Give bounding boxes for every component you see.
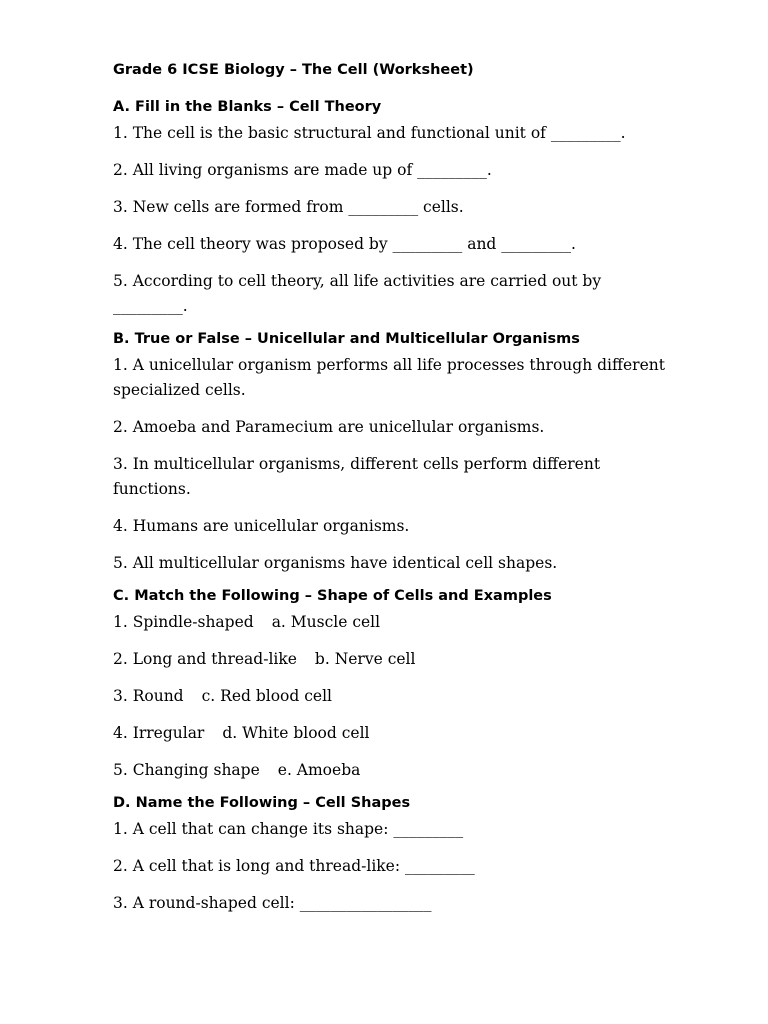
match-right: e. Amoeba xyxy=(277,761,361,779)
question-item: 1. A cell that can change its shape: _________ xyxy=(113,820,464,838)
match-left: 5. Changing shape xyxy=(113,761,260,779)
match-left: 1. Spindle-shaped xyxy=(113,613,254,631)
section-heading: D. Name the Following – Cell Shapes xyxy=(113,795,411,811)
question-item: 5. According to cell theory, all life activities are carried out by _________. xyxy=(113,272,602,315)
question-item: 4. Humans are unicellular organisms. xyxy=(113,517,410,535)
question-item: 2. Amoeba and Paramecium are unicellular organisms. xyxy=(113,418,545,436)
match-right: c. Red blood cell xyxy=(201,687,332,705)
section-fill-in-blanks xyxy=(113,96,673,319)
section-heading: C. Match the Following – Shape of Cells and Examples xyxy=(113,588,552,604)
question-item: 2. All living organisms are made up of _________. xyxy=(113,161,492,179)
question-item: 5. All multicellular organisms have identical cell shapes. xyxy=(113,554,558,572)
section-heading: A. Fill in the Blanks – Cell Theory xyxy=(113,99,382,115)
match-row xyxy=(113,721,673,746)
match-left: 2. Long and thread-like xyxy=(113,650,297,668)
section-name-following xyxy=(113,792,673,916)
match-right: a. Muscle cell xyxy=(271,613,381,631)
worksheet-page xyxy=(113,59,673,916)
match-right: d. White blood cell xyxy=(222,724,370,742)
match-left: 3. Round xyxy=(113,687,184,705)
question-item: 3. New cells are formed from _________ cells. xyxy=(113,198,464,216)
question-item: 4. The cell theory was proposed by _________ and _________. xyxy=(113,235,576,253)
match-left: 4. Irregular xyxy=(113,724,205,742)
match-row xyxy=(113,610,673,635)
question-item: 2. A cell that is long and thread-like: _________ xyxy=(113,857,475,875)
question-item: 3. In multicellular organisms, different cells perform different functions. xyxy=(113,455,601,498)
worksheet-title: Grade 6 ICSE Biology – The Cell (Worksheet) xyxy=(113,62,474,78)
match-row xyxy=(113,758,673,783)
match-row xyxy=(113,647,673,672)
match-row xyxy=(113,684,673,709)
question-item: 1. The cell is the basic structural and functional unit of _________. xyxy=(113,124,626,142)
section-heading: B. True or False – Unicellular and Multicellular Organisms xyxy=(113,331,580,347)
question-item: 1. A unicellular organism performs all life processes through different specialized cells. xyxy=(113,356,665,399)
match-right: b. Nerve cell xyxy=(314,650,416,668)
section-true-false xyxy=(113,328,673,576)
question-item: 3. A round-shaped cell: _________________ xyxy=(113,894,432,912)
section-match-following xyxy=(113,585,673,783)
